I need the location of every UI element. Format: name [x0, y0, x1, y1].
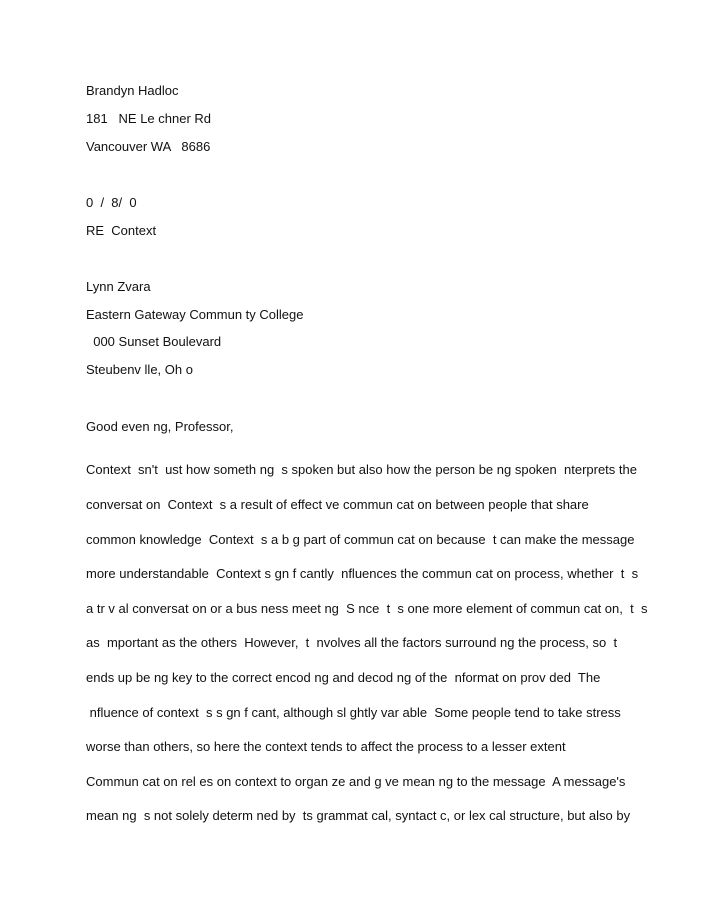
body-line: Context sn't ust how someth ng s spoken but also how the person be ng spoken nterprets the — [86, 462, 637, 477]
sender-name: Brandyn Hadloc — [86, 83, 179, 98]
body-line: more understandable Context s gn f cantly nfluences the commun cat on process, whether t s — [86, 566, 639, 581]
recipient-name: Lynn Zvara — [86, 279, 151, 294]
body-line: worse than others, so here the context tends to affect the process to a lesser extent — [86, 739, 566, 754]
recipient-street: 000 Sunset Boulevard — [86, 334, 222, 349]
body-line: mean ng s not solely determ ned by ts grammat cal, syntact c, or lex cal structure, but also by — [86, 808, 631, 823]
sender-street: 181 NE Le chner Rd — [86, 111, 212, 126]
body-line: a tr v al conversat on or a bus ness meet ng S nce t s one more element of commun cat on, t s — [86, 601, 648, 616]
body-line: ends up be ng key to the correct encod ng and decod ng of the nformat on prov ded The — [86, 670, 601, 685]
recipient-institution: Eastern Gateway Commun ty College — [86, 307, 304, 322]
body-line: conversat on Context s a result of effect ve commun cat on between people that share — [86, 497, 589, 512]
body-line: as mportant as the others However, t nvolves all the factors surround ng the process, so t — [86, 635, 618, 650]
recipient-city: Steubenv lle, Oh o — [86, 362, 193, 377]
letter-date: 0 / 8/ 0 — [86, 195, 137, 210]
body-line: common knowledge Context s a b g part of commun cat on because t can make the message — [86, 532, 635, 547]
body-line: nfluence of context s s gn f cant, although sl ghtly var able Some people tend to take stress — [86, 705, 621, 720]
salutation: Good even ng, Professor, — [86, 419, 234, 434]
subject-line: RE Context — [86, 223, 157, 238]
sender-city: Vancouver WA 8686 — [86, 139, 211, 154]
body-line: Commun cat on rel es on context to organ ze and g ve mean ng to the message A message's — [86, 774, 626, 789]
